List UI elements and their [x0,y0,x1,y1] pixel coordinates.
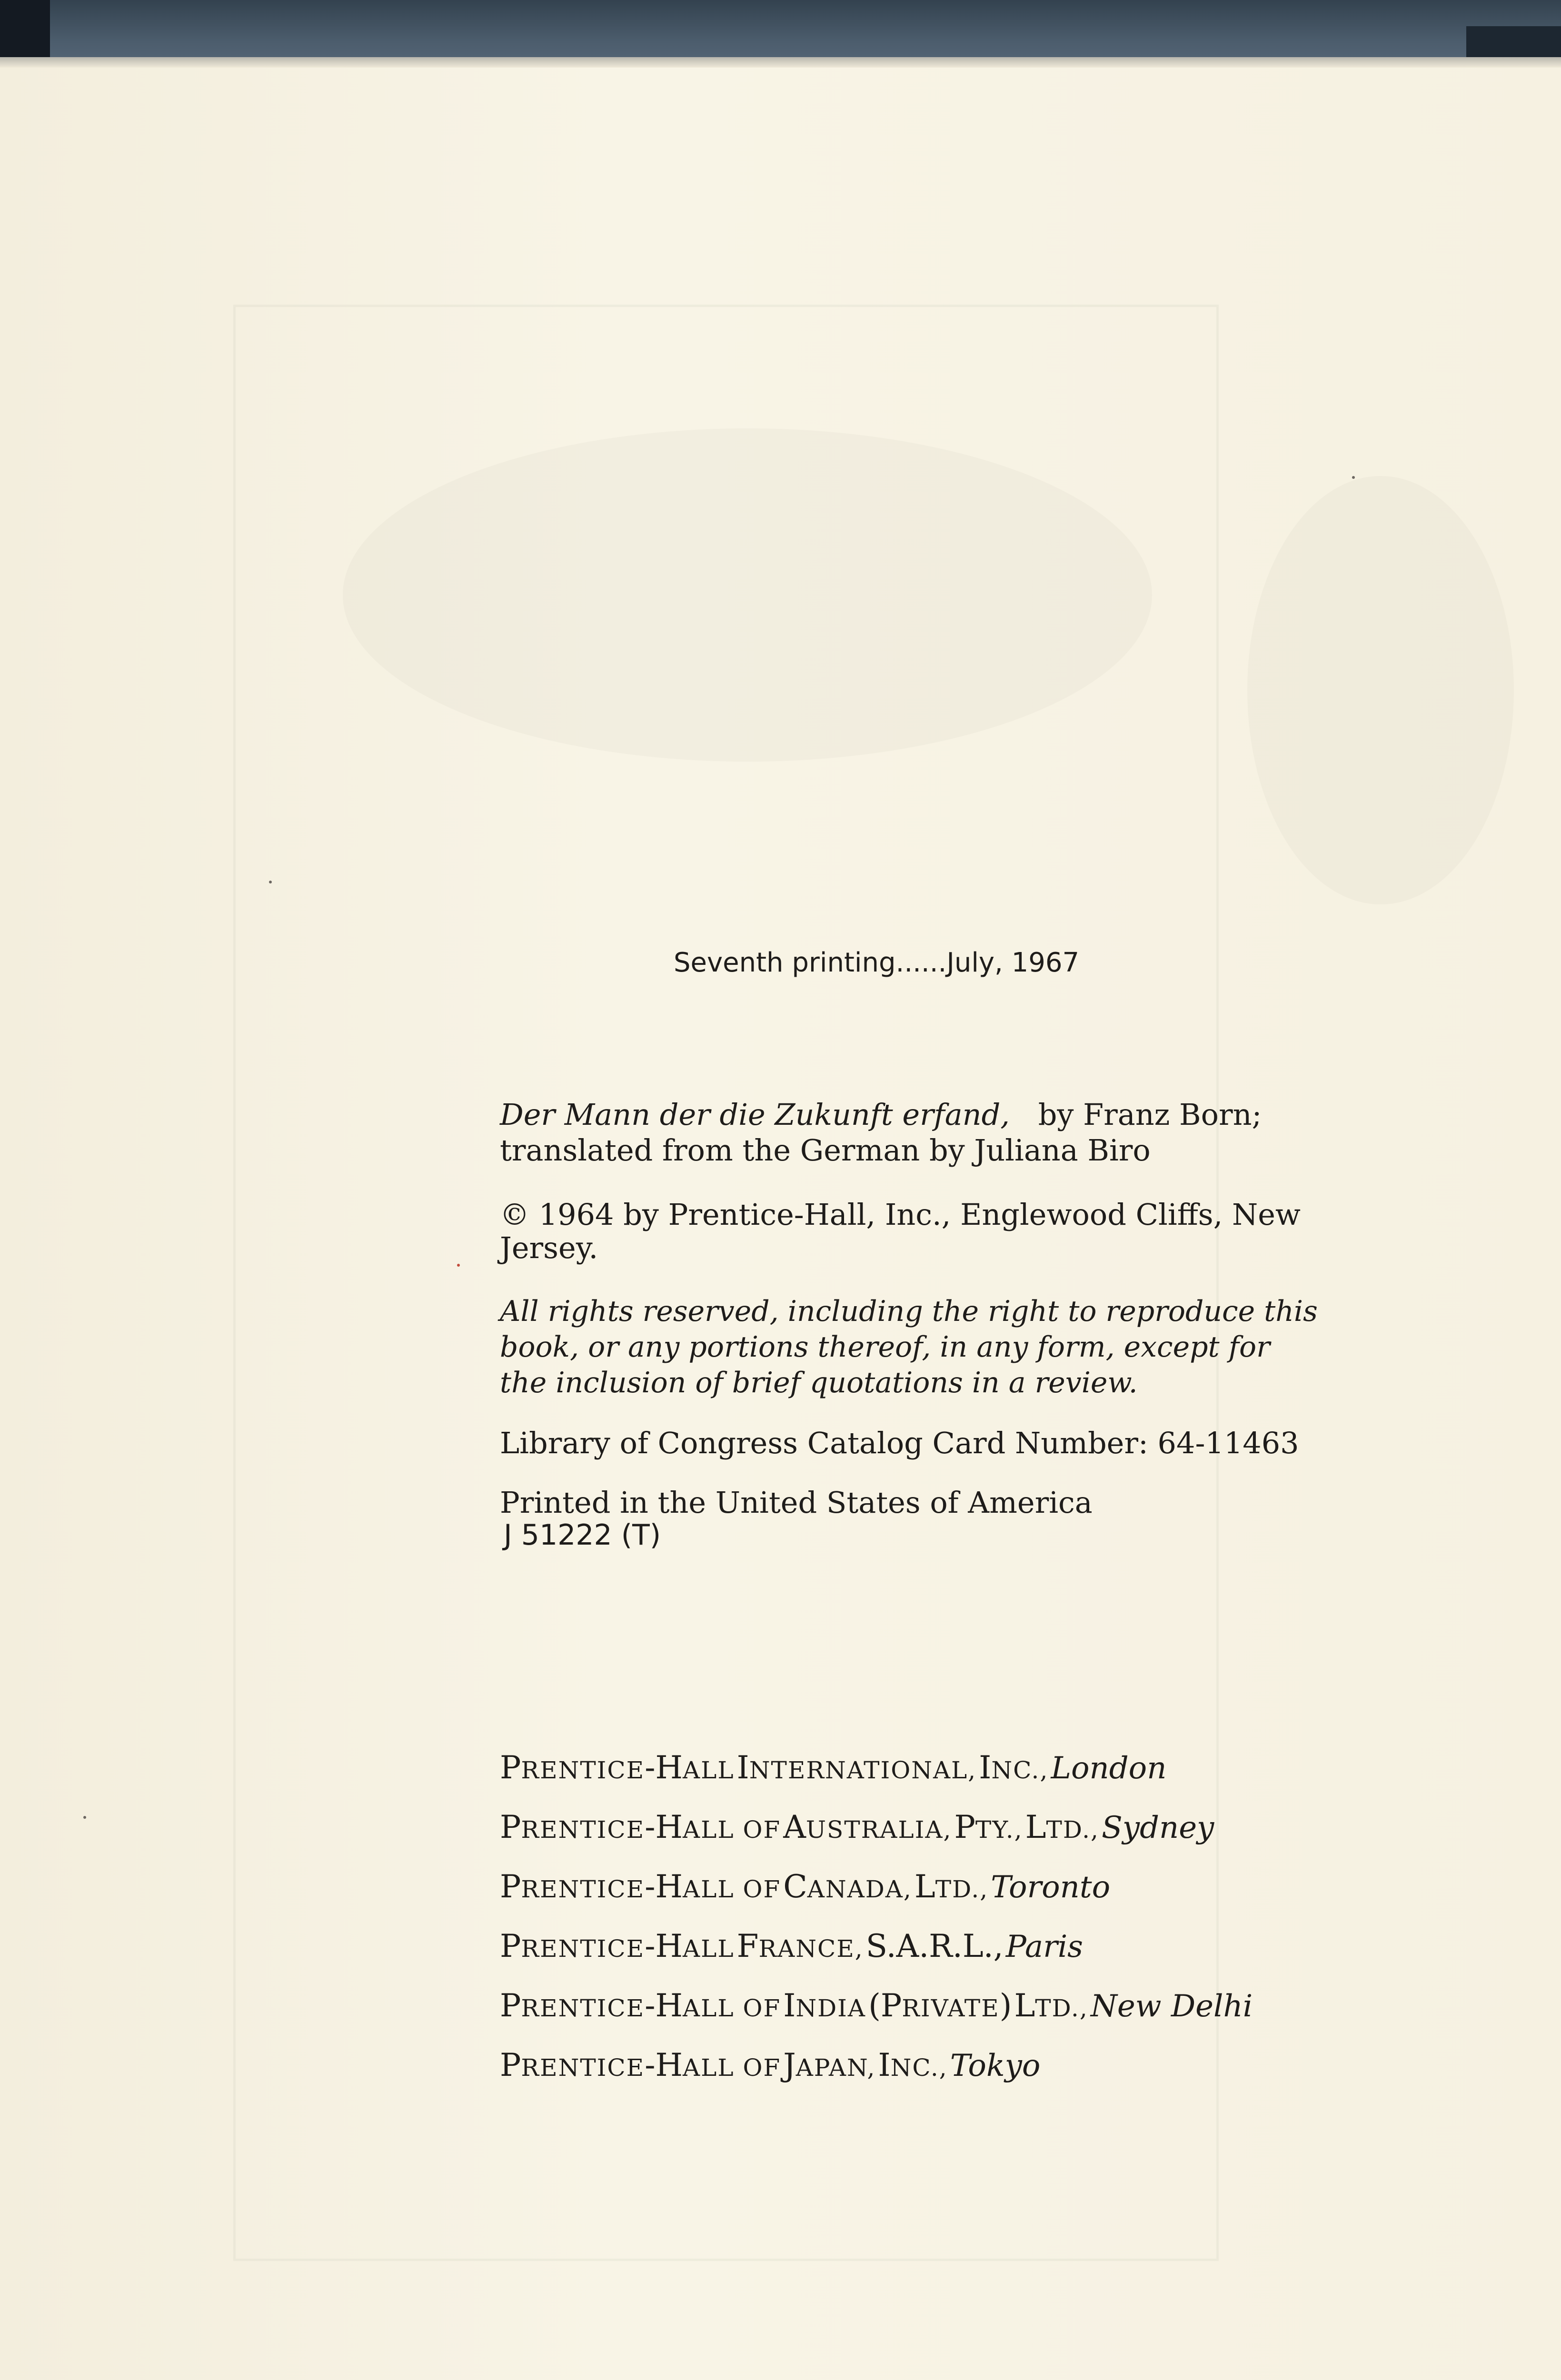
page-top-edge [0,57,1561,68]
author: by Franz Born; [1038,1097,1262,1132]
publisher-london: PRENTICE-HALL INTERNATIONAL, INC., London [500,1749,1167,1786]
publisher-toronto: PRENTICE-HALL OF CANADA, LTD., Toronto [500,1868,1111,1905]
show-through-blot [343,428,1152,762]
printing-code: J 51222 (T) [504,1518,661,1552]
publisher-paris: PRENTICE-HALL FRANCE, S.A.R.L., Paris [500,1928,1083,1964]
publisher-tokyo: PRENTICE-HALL OF JAPAN, INC., Tokyo [500,2047,1041,2083]
copyright-line-1: © 1964 by Prentice-Hall, Inc., Englewood Cliffs, New [500,1197,1301,1232]
credit-line-1 [500,1097,1262,1132]
publisher-sydney: PRENTICE-HALL OF AUSTRALIA, PTY., LTD., Sydney [500,1809,1214,1845]
cover-corner-left [0,0,50,60]
publisher-city: New Delhi [1090,1989,1253,2024]
speck [457,1264,460,1267]
publisher-city: Sydney [1102,1810,1214,1845]
rights-line-3: the inclusion of brief quotations in a review. [500,1366,1138,1399]
printing-line [674,947,1079,978]
show-through-blot [1247,476,1514,904]
speck [83,1816,86,1819]
publisher-new-delhi: PRENTICE-HALL OF INDIA (PRIVATE) LTD., New Delhi [500,1987,1253,2024]
rights-line-2: book, or any portions thereof, in any form, except for [500,1330,1270,1364]
rights-line-1: All rights reserved, including the right to reproduce this [500,1295,1318,1328]
printing-label: Seventh printing...... [674,947,947,978]
original-title: Der Mann der die Zukunft erfand, [500,1097,1010,1132]
catalog-number: Library of Congress Catalog Card Number: 64-11463 [500,1426,1299,1460]
publisher-city: London [1051,1751,1167,1786]
publisher-city: Paris [1005,1929,1083,1964]
printed-in: Printed in the United States of America [500,1485,1093,1520]
speck [1352,476,1355,479]
credit-line-2: translated from the German by Juliana Biro [500,1133,1151,1168]
publisher-city: Tokyo [950,2048,1041,2083]
printing-date: July, 1967 [946,947,1080,978]
speck [269,881,272,883]
publisher-city: Toronto [991,1870,1111,1905]
copyright-line-2: Jersey. [500,1230,598,1265]
